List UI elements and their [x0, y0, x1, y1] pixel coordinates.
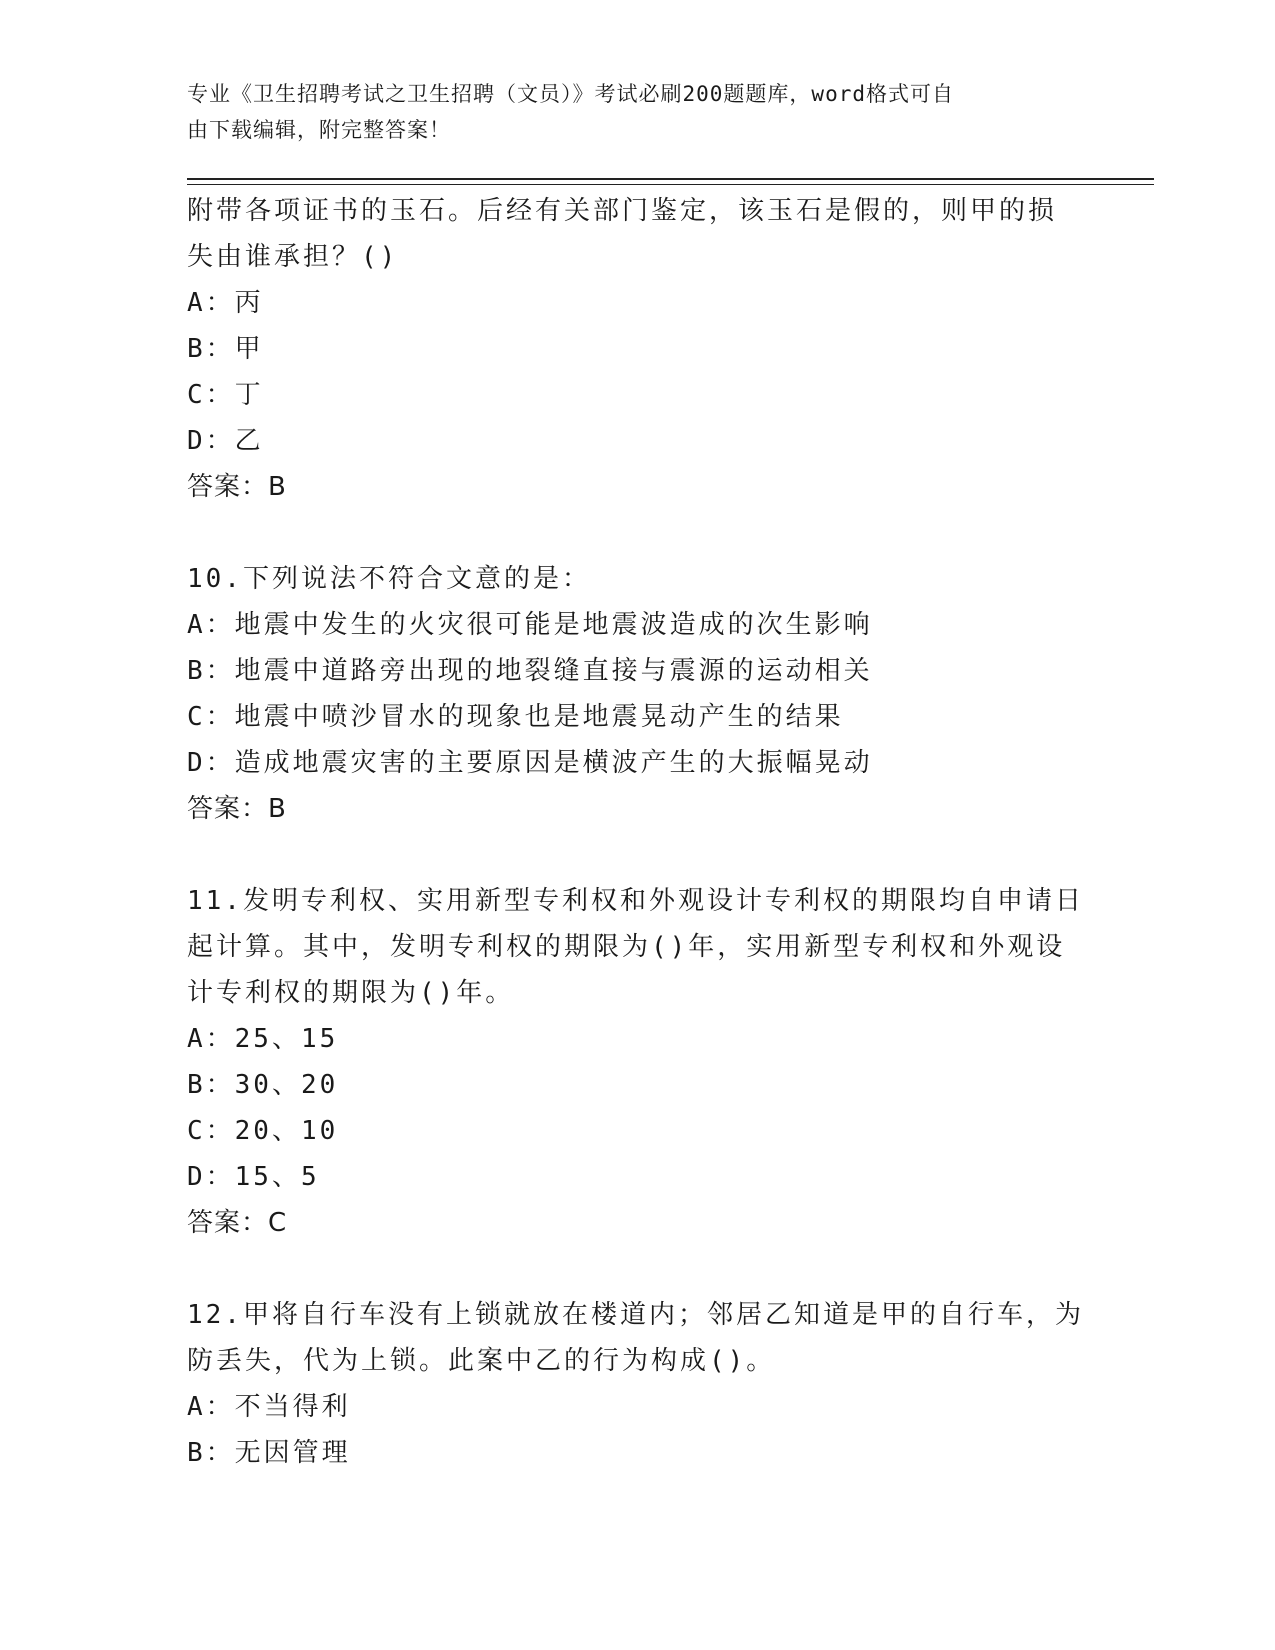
question-text: 失由谁承担？() [187, 242, 399, 272]
question-9 [187, 188, 1087, 510]
option-c: C：丁 [187, 380, 264, 410]
header-line-2: 由下载编辑，附完整答案！ [187, 118, 451, 142]
document-header [187, 76, 1067, 148]
answer: 答案：C [187, 1208, 288, 1238]
option-b: B：无因管理 [187, 1438, 351, 1468]
question-stem: 12.甲将自行车没有上锁就放在楼道内；邻居乙知道是甲的自行车，为 [187, 1300, 1084, 1330]
question-stem: 11.发明专利权、实用新型专利权和外观设计专利权的期限均自申请日 [187, 886, 1084, 916]
option-b: B：地震中道路旁出现的地裂缝直接与震源的运动相关 [187, 656, 873, 686]
header-divider-thin [187, 184, 1154, 185]
option-b: B：30、20 [187, 1070, 339, 1100]
question-stem: 10.下列说法不符合文意的是： [187, 564, 591, 594]
option-d: D：15、5 [187, 1162, 320, 1192]
answer: 答案：B [187, 472, 287, 502]
question-stem: 起计算。其中，发明专利权的期限为()年，实用新型专利权和外观设 [187, 932, 1066, 962]
question-12 [187, 1292, 1087, 1476]
question-10 [187, 556, 1087, 832]
option-a: A：地震中发生的火灾很可能是地震波造成的次生影响 [187, 610, 873, 640]
spacer [187, 510, 1087, 556]
question-stem: 防丢失，代为上锁。此案中乙的行为构成()。 [187, 1346, 776, 1376]
option-d: D：造成地震灾害的主要原因是横波产生的大振幅晃动 [187, 748, 873, 778]
question-list [187, 188, 1087, 1476]
option-d: D：乙 [187, 426, 264, 456]
option-c: C：地震中喷沙冒水的现象也是地震晃动产生的结果 [187, 702, 844, 732]
question-11 [187, 878, 1087, 1246]
spacer [187, 1246, 1087, 1292]
option-c: C：20、10 [187, 1116, 339, 1146]
option-b: B：甲 [187, 334, 264, 364]
header-line-1: 专业《卫生招聘考试之卫生招聘（文员）》考试必刷200题题库，word格式可自 [187, 82, 954, 106]
option-a: A：不当得利 [187, 1392, 351, 1422]
spacer [187, 832, 1087, 878]
header-divider-thick [187, 178, 1154, 180]
option-a: A：25、15 [187, 1024, 339, 1054]
question-stem: 计专利权的期限为()年。 [187, 978, 515, 1008]
option-a: A：丙 [187, 288, 264, 318]
question-text: 附带各项证书的玉石。后经有关部门鉴定，该玉石是假的，则甲的损 [187, 196, 1058, 226]
answer: 答案：B [187, 794, 287, 824]
